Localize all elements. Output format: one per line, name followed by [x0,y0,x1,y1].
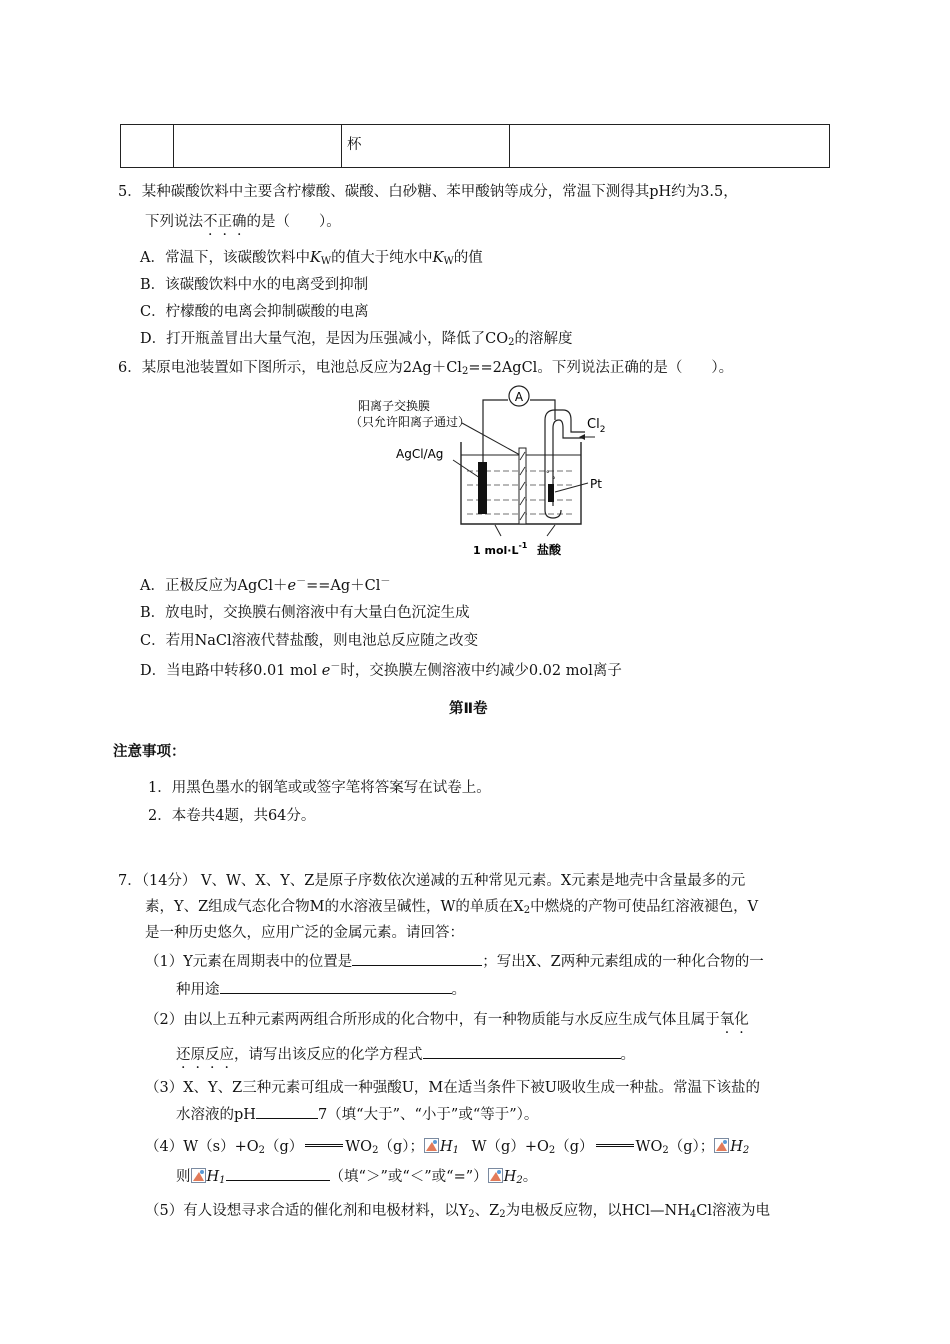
q5-stem-line2: 下列说法不正确的是（ ）。 [145,214,341,230]
q7-part5: （5）有人设想寻求合适的催化剂和电极材料，以$Y_2$、$Z_2$为电极反应物，以$HCl—NH_4Cl$溶液为电 [145,1203,770,1220]
q7-part1-line2: 种用途 。 [176,978,466,999]
notice-item: 1．用黑色墨水的钢笔或或签字笔将答案写在试卷上。 [148,780,491,796]
concentration-label: 1 $mol\cdot L^{-1}$ [473,541,528,557]
q7-part3-line2: 水溶液的pH 7（填“大于”、“小于”或“等于”）。 [176,1103,538,1124]
solution-label: 盐酸 [537,543,562,557]
q6-option-a: A．正极反应为AgCl＋e－==Ag＋Cl－ [140,576,391,594]
equals-sign [305,1144,343,1147]
emphasis-char: 还 [176,1047,191,1063]
q6-option-b: B．放电时，交换膜右侧溶液中有大量白色沉淀生成 [140,605,470,621]
q5-option-c: C．柠檬酸的电离会抑制碳酸的电离 [140,304,369,320]
left-electrode-label: AgCl/Ag [396,447,444,461]
delta-image-icon [714,1138,729,1153]
emphasis-char: 原 [190,1047,205,1063]
q7-part4-line2: 则 $H_1$ （填“＞”或“＜”或“=”） $H_2$。 [176,1165,537,1186]
q7-stem-line2: 素，Y、Z组成气态化合物M的水溶液呈碱性，W的单质在$X_2$中燃烧的产物可使品红溶液褪色，V [145,899,759,916]
equals-sign [596,1144,634,1147]
emphasis-char: 氧 [719,1012,735,1028]
q7-part2: （2）由以上五种元素两两组合所形成的化合物中，有一种物质能与水反应生成气体且属于氧化 [145,1012,749,1028]
table-divider [341,125,342,167]
answer-blank[interactable] [220,979,452,994]
q6-option-d: D．当电路中转移0.01 mol e－时，交换膜左侧溶液中约减少0.02 mol离子 [140,661,622,679]
svg-text:°: ° [546,470,550,478]
ammeter-label: A [514,390,524,404]
q5-stem: 5．某种碳酸饮料中主要含柠檬酸、碳酸、白砂糖、苯甲酸钠等成分，常温下测得其pH约为3.5， [118,184,738,200]
q7-part2-line2: 还原反应，请写出该反应的化学方程式 。 [176,1043,635,1064]
emphasis-char: 不 [203,214,218,230]
answer-blank[interactable] [352,951,482,966]
notice-item: 2．本卷共4题，共64分。 [148,808,316,824]
q6-option-c: C．若用NaCl溶液代替盐酸，则电池总反应随之改变 [140,633,479,649]
emphasis-char: 反 [205,1047,220,1063]
table-divider [173,125,174,167]
table-cell: 杯 [347,137,362,153]
q7-stem: 7．（14分） V、W、X、Y、Z是原子序数依次递减的五种常见元素。X元素是地壳中含量最多的元 [118,873,746,889]
emphasis-char: 确 [232,214,247,230]
q5-option-a: A．常温下，该碳酸饮料中$K_W$的值大于纯水中$K_W$的值 [140,250,483,267]
q7-part3: （3）X、Y、Z三种元素可组成一种强酸U，M在适当条件下被U吸收生成一种盐。常温下该盐的 [145,1080,760,1096]
table-divider [509,125,510,167]
answer-blank[interactable] [256,1104,318,1119]
membrane-note: （只允许阳离子通过） [350,415,471,429]
table-fragment [120,124,830,168]
svg-text:°: ° [552,476,556,484]
q7-part4: $(4)W(s)+O_2(g)$ $WO_2(g)$； $H_1$ $W(g)+O_2(g)$ $WO_2(g)$； $H_2$ [145,1139,750,1156]
membrane-label: 阳离子交换膜 [358,399,431,413]
section-title: 第Ⅱ卷 [449,701,488,717]
q7-stem-line3: 是一种历史悠久，应用广泛的金属元素。请回答： [145,925,464,941]
answer-blank[interactable] [226,1166,330,1181]
q5-option-b: B．该碳酸饮料中水的电离受到抑制 [140,277,369,293]
chlorine-label: $Cl_2$ [587,417,606,435]
notice-heading: 注意事项： [113,744,186,760]
emphasis-char: 正 [217,214,232,230]
pt-label: Pt [590,477,602,491]
emphasis-char: 应 [219,1047,234,1063]
galvanic-cell-diagram [350,380,625,562]
delta-image-icon [424,1138,439,1153]
delta-image-icon [191,1168,206,1183]
emphasis-char: 化 [734,1012,749,1028]
q6-stem: 6．某原电池装置如下图所示，电池总反应为$2Ag+Cl_2==2AgCl$。下列说法正确的是（ ）。 [118,360,734,377]
pt-electrode [548,484,554,502]
delta-image-icon [488,1168,503,1183]
agcl-electrode [478,462,487,514]
answer-blank[interactable] [423,1044,621,1059]
q5-option-d: D．打开瓶盖冒出大量气泡，是因为压强减小，降低了$CO_2$的溶解度 [140,331,573,348]
q7-part1: （1）Y元素在周期表中的位置是 ；写出X、Z两种元素组成的一种化合物的一 [145,950,764,971]
